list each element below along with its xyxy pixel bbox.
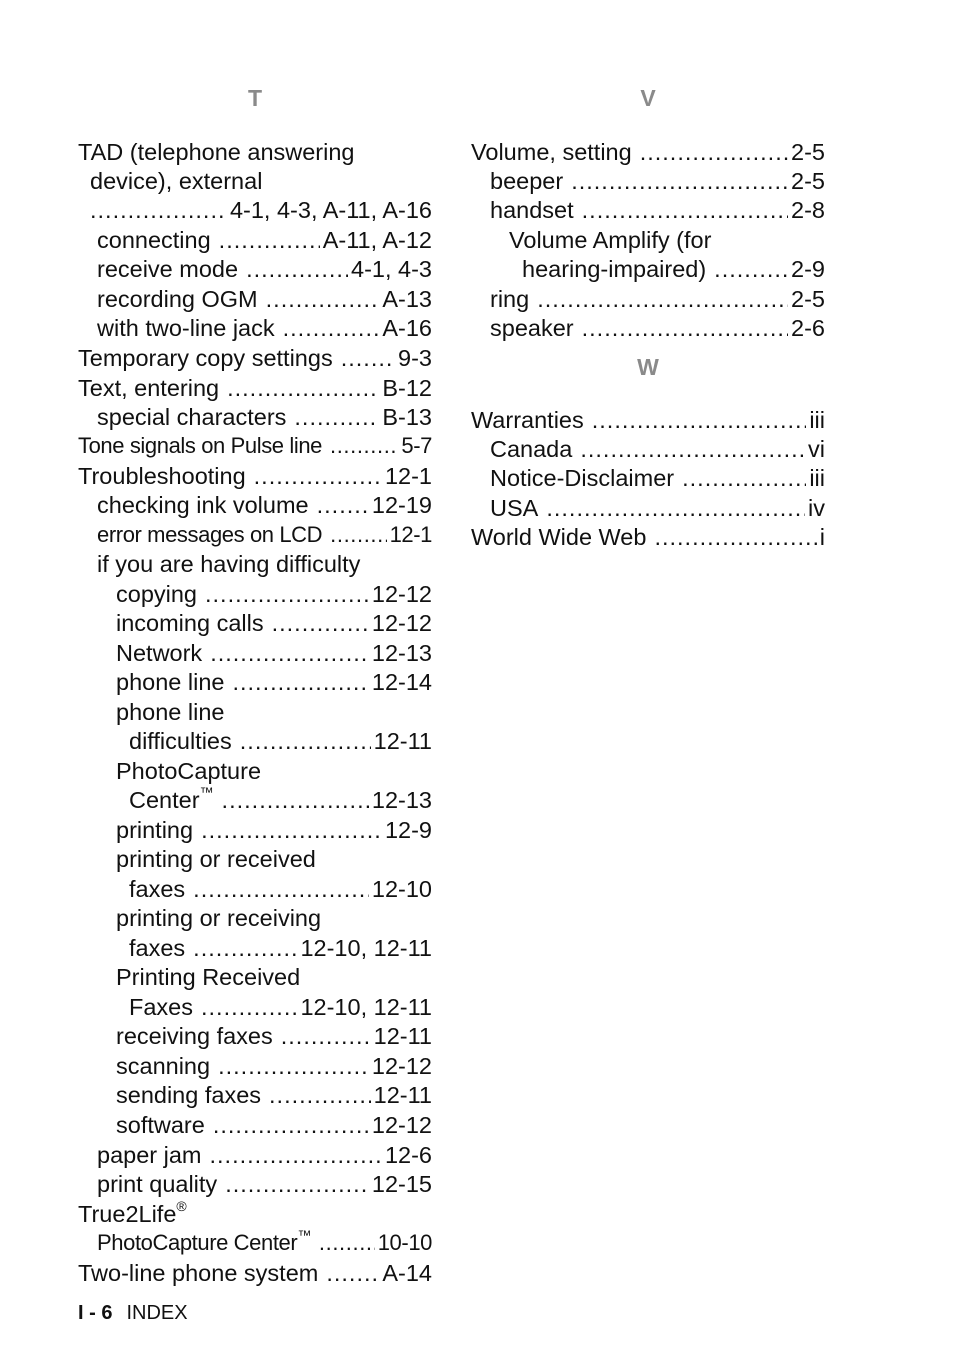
index-page-ref: vi <box>808 436 825 462</box>
index-term: USA <box>490 495 539 521</box>
index-term: recording OGM <box>97 286 258 312</box>
index-entry-text <box>116 815 193 845</box>
dot-leader <box>246 254 348 284</box>
index-page-ref: 2-5 <box>791 168 825 194</box>
index-entry-text <box>97 490 309 520</box>
dot-leader <box>281 1021 371 1051</box>
index-term: software <box>116 1112 205 1138</box>
index-page-ref: iv <box>808 495 825 521</box>
index-entry <box>78 726 432 756</box>
index-page-ref: 12-11 <box>373 1023 432 1049</box>
index-entry-text <box>78 461 246 491</box>
index-entry <box>78 431 432 461</box>
index-term: scanning <box>116 1053 211 1079</box>
index-entry <box>78 1228 432 1258</box>
index-term: error messages on LCD <box>97 522 323 547</box>
index-entry-text <box>116 1110 205 1140</box>
index-term: if you are having difficulty <box>97 551 361 577</box>
index-entry <box>78 225 432 255</box>
index-entry-text <box>129 992 193 1022</box>
index-entry-text <box>90 166 262 196</box>
index-term: receive mode <box>97 256 239 282</box>
index-term: True2Life <box>78 1201 177 1227</box>
index-page-ref: iii <box>809 407 825 433</box>
index-term: Text, entering <box>78 375 220 401</box>
index-term: Notice-Disclaimer <box>490 465 675 491</box>
index-term: hearing-impaired) <box>522 256 707 282</box>
index-entry-text <box>509 225 711 255</box>
index-entry-text <box>471 405 584 435</box>
index-page-ref: 12-12 <box>371 581 432 607</box>
trademark-symbol: ™ <box>297 1226 311 1243</box>
index-entry-text <box>490 313 574 343</box>
index-page-ref: 2-5 <box>791 139 825 165</box>
index-entry <box>78 1080 432 1110</box>
index-entry-text <box>78 373 219 403</box>
index-term: difficulties <box>129 728 232 754</box>
index-page-ref: 2-8 <box>791 197 825 223</box>
index-page-ref: B-13 <box>382 404 432 430</box>
index-page-ref: 12-10, 12-11 <box>300 935 432 961</box>
index-entry-text <box>97 1169 217 1199</box>
index-term: special characters <box>97 404 287 430</box>
index-entry <box>78 402 432 432</box>
dot-leader <box>201 992 297 1022</box>
index-term: print quality <box>97 1171 218 1197</box>
index-entry <box>78 461 432 491</box>
dot-leader <box>571 166 788 196</box>
index-term: Volume Amplify (for <box>509 227 712 253</box>
index-entry-text <box>116 962 300 992</box>
index-entry-text <box>116 608 264 638</box>
section-letter: V <box>640 85 656 111</box>
index-term: incoming calls <box>116 610 264 636</box>
index-page-ref: 12-12 <box>371 1053 432 1079</box>
dot-leader <box>227 373 379 403</box>
index-entry-text <box>78 137 355 167</box>
index-page-ref: 4-1, 4-3, A-11, A-16 <box>229 197 432 223</box>
index-page-ref: 12-11 <box>373 728 432 754</box>
index-page-ref: 12-1 <box>384 463 432 489</box>
index-entry-text <box>471 137 632 167</box>
index-entry-text <box>78 431 322 461</box>
index-entry-text <box>116 638 202 668</box>
index-term: faxes <box>129 876 186 902</box>
index-term: speaker <box>490 315 574 341</box>
index-entry <box>78 166 432 196</box>
dot-leader <box>201 815 382 845</box>
dot-leader <box>283 313 380 343</box>
dot-leader <box>682 463 806 493</box>
index-entry-text <box>97 254 238 284</box>
index-entry-text <box>129 874 185 904</box>
index-term: with two-line jack <box>97 315 275 341</box>
index-term: receiving faxes <box>116 1023 273 1049</box>
index-page-ref: 12-1 <box>389 522 432 547</box>
index-entry <box>78 520 432 550</box>
index-page-ref: 12-19 <box>371 492 432 518</box>
index-entry-text <box>490 493 538 523</box>
index-entry <box>78 756 432 786</box>
index-term: faxes <box>129 935 186 961</box>
index-entry <box>471 463 825 493</box>
index-entry-text <box>490 463 674 493</box>
index-entry <box>78 1199 432 1229</box>
index-entry <box>471 166 825 196</box>
dot-leader <box>592 405 807 435</box>
index-entry <box>471 313 825 343</box>
dot-leader <box>254 461 382 491</box>
index-page-ref: A-11, A-12 <box>322 227 432 253</box>
footer-page-number: I - 6 <box>78 1302 113 1324</box>
index-term: Temporary copy settings <box>78 345 333 371</box>
index-entry <box>471 284 825 314</box>
index-entry <box>78 992 432 1022</box>
index-entry <box>78 195 432 225</box>
dot-leader <box>232 667 368 697</box>
dot-leader <box>654 522 816 552</box>
index-entry-text <box>97 225 211 255</box>
index-page-ref: 12-11 <box>373 1082 432 1108</box>
dot-leader <box>330 431 398 461</box>
index-entry <box>471 225 825 255</box>
section-letter: W <box>637 354 659 380</box>
trademark-symbol: ® <box>176 1198 187 1215</box>
dot-leader <box>317 490 369 520</box>
index-entry-text <box>116 667 224 697</box>
index-term: Faxes <box>129 994 193 1020</box>
index-entry <box>78 313 432 343</box>
index-term: TAD (telephone answering <box>78 139 355 165</box>
index-page-ref: 12-15 <box>371 1171 432 1197</box>
dot-leader <box>546 493 805 523</box>
index-entry <box>78 874 432 904</box>
index-entry <box>471 434 825 464</box>
index-entry <box>78 137 432 167</box>
index-entry <box>78 785 432 815</box>
index-entry <box>471 254 825 284</box>
index-entry-text <box>116 1080 261 1110</box>
index-term: sending faxes <box>116 1082 262 1108</box>
dot-leader <box>193 933 297 963</box>
index-term: phone line <box>116 699 225 725</box>
index-page-ref: i <box>819 524 825 550</box>
dot-leader <box>537 284 788 314</box>
index-entry <box>78 697 432 727</box>
dot-leader <box>225 1169 369 1199</box>
index-entry <box>78 343 432 373</box>
index-entry <box>78 373 432 403</box>
index-entry-text <box>97 520 322 550</box>
dot-leader <box>205 579 369 609</box>
dot-leader <box>330 520 386 550</box>
index-entry-text <box>490 284 529 314</box>
index-term: Network <box>116 640 203 666</box>
index-term: PhotoCapture <box>116 758 262 784</box>
dot-leader <box>341 343 395 373</box>
index-entry-text <box>97 1140 202 1170</box>
index-term: ring <box>490 286 530 312</box>
index-entry-text <box>116 756 261 786</box>
index-term: Tone signals on Pulse line <box>78 433 322 458</box>
index-entry <box>471 522 825 552</box>
footer-section-label: INDEX <box>126 1302 188 1324</box>
index-entry-text <box>97 284 258 314</box>
index-page-ref: 12-9 <box>384 817 432 843</box>
index-entry <box>78 254 432 284</box>
index-entry-text <box>129 785 214 815</box>
index-entry <box>471 405 825 435</box>
index-term: phone line <box>116 669 225 695</box>
dot-leader <box>210 1140 382 1170</box>
index-page-ref: 12-12 <box>371 1112 432 1138</box>
index-page-ref: 12-6 <box>384 1142 432 1168</box>
dot-leader <box>222 785 369 815</box>
index-entry-text <box>490 195 574 225</box>
index-entry-text <box>116 844 316 874</box>
index-page-ref: A-16 <box>382 315 432 341</box>
index-entry <box>78 815 432 845</box>
index-entry <box>78 549 432 579</box>
dot-leader <box>272 608 369 638</box>
index-term: checking ink volume <box>97 492 309 518</box>
index-entry <box>78 1051 432 1081</box>
index-page-ref: A-13 <box>382 286 432 312</box>
index-entry <box>78 844 432 874</box>
index-term: printing <box>116 817 194 843</box>
index-term: Center <box>129 787 200 813</box>
index-page-ref: 10-10 <box>377 1230 432 1255</box>
index-term: printing or received <box>116 846 316 872</box>
index-entry <box>78 1110 432 1140</box>
dot-leader <box>582 195 788 225</box>
index-entry-text <box>97 1228 311 1258</box>
trademark-symbol: ™ <box>199 784 214 801</box>
dot-leader <box>219 225 320 255</box>
index-entry <box>471 137 825 167</box>
dot-leader <box>326 1258 379 1288</box>
index-page-ref: 2-6 <box>791 315 825 341</box>
index-term: copying <box>116 581 197 607</box>
section-letter: T <box>247 85 263 111</box>
index-entry <box>78 667 432 697</box>
index-page-ref: 12-14 <box>371 669 432 695</box>
index-entry-text <box>116 903 321 933</box>
index-page-ref: 5-7 <box>401 433 432 458</box>
index-entry <box>78 638 432 668</box>
index-term: printing or receiving <box>116 905 322 931</box>
index-entry <box>78 608 432 638</box>
index-entry <box>471 195 825 225</box>
index-page-ref: 12-10, 12-11 <box>300 994 432 1020</box>
index-term: World Wide Web <box>471 524 647 550</box>
index-page-ref: 12-12 <box>371 610 432 636</box>
dot-leader <box>269 1080 371 1110</box>
index-entry <box>78 1021 432 1051</box>
index-entry <box>78 1140 432 1170</box>
dot-leader <box>714 254 788 284</box>
index-entry-text <box>522 254 706 284</box>
index-entry <box>471 493 825 523</box>
index-entry <box>78 933 432 963</box>
index-entry-text <box>490 166 563 196</box>
index-page-ref: iii <box>809 465 825 491</box>
dot-leader <box>582 313 788 343</box>
index-page-ref: 2-9 <box>791 256 825 282</box>
index-page-ref: 12-13 <box>371 640 432 666</box>
index-entry <box>78 490 432 520</box>
dot-leader <box>90 195 227 225</box>
dot-leader <box>319 1228 375 1258</box>
index-entry-text <box>116 697 224 727</box>
index-entry-text <box>78 343 333 373</box>
index-page-ref: 2-5 <box>791 286 825 312</box>
dot-leader <box>213 1110 369 1140</box>
dot-leader <box>294 402 379 432</box>
index-entry <box>78 1169 432 1199</box>
index-term: Troubleshooting <box>78 463 246 489</box>
index-term: connecting <box>97 227 211 253</box>
index-page-ref: 12-13 <box>371 787 432 813</box>
index-term: PhotoCapture Center <box>97 1230 298 1255</box>
index-entry-text <box>97 313 275 343</box>
index-entry-text <box>116 1021 273 1051</box>
index-page-ref: 4-1, 4-3 <box>351 256 432 282</box>
dot-leader <box>193 874 369 904</box>
index-entry <box>78 1258 432 1288</box>
index-entry-text <box>490 434 572 464</box>
page-footer <box>78 1300 188 1326</box>
index-entry-text <box>97 549 360 579</box>
index-term: handset <box>490 197 574 223</box>
index-term: paper jam <box>97 1142 202 1168</box>
index-page-ref: A-14 <box>382 1260 432 1286</box>
index-entry-text <box>78 1199 187 1229</box>
index-entry-text <box>78 1258 318 1288</box>
index-term: Volume, setting <box>471 139 632 165</box>
index-entry-text <box>471 522 646 552</box>
dot-leader <box>210 638 369 668</box>
index-term: beeper <box>490 168 564 194</box>
index-term: Warranties <box>471 407 584 433</box>
index-entry <box>78 903 432 933</box>
dot-leader <box>240 726 371 756</box>
dot-leader <box>640 137 788 167</box>
index-term: Printing Received <box>116 964 301 990</box>
index-term: device), external <box>90 168 263 194</box>
index-entry-text <box>97 402 286 432</box>
index-entry <box>78 962 432 992</box>
dot-leader <box>266 284 380 314</box>
index-entry-text <box>129 933 185 963</box>
index-page-ref: B-12 <box>382 375 432 401</box>
index-page-ref: 9-3 <box>398 345 432 371</box>
index-entry-text <box>129 726 232 756</box>
index-term: Canada <box>490 436 573 462</box>
index-entry <box>78 284 432 314</box>
dot-leader <box>218 1051 369 1081</box>
index-entry-text <box>116 579 197 609</box>
index-term: Two-line phone system <box>78 1260 319 1286</box>
index-entry-text <box>116 1051 210 1081</box>
index-entry <box>78 579 432 609</box>
dot-leader <box>580 434 805 464</box>
index-page-ref: 12-10 <box>371 876 432 902</box>
